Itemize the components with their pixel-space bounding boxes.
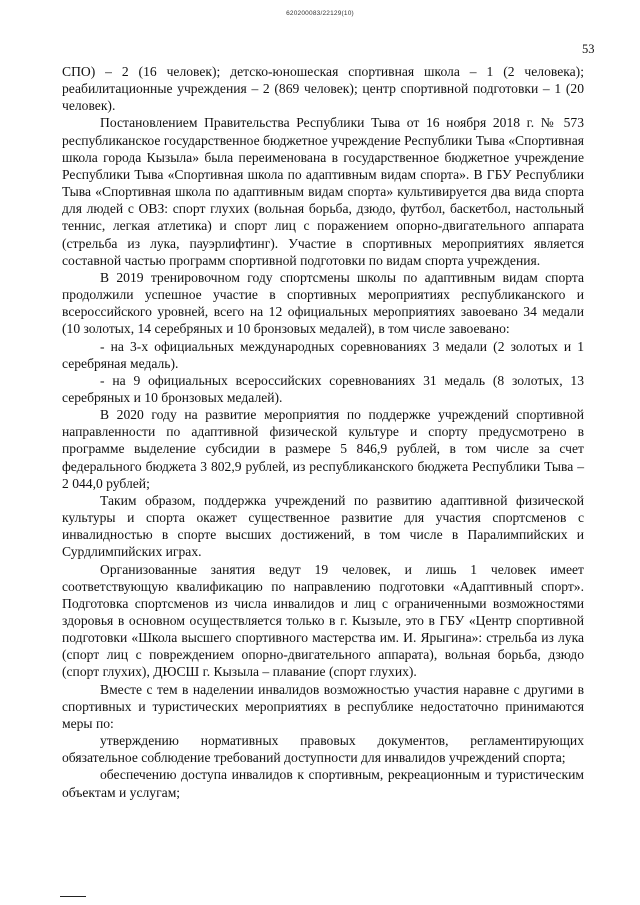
- paragraph: В 2019 тренировочном году спортсмены школы по адаптивным видам спорта продолжили успешное участие в спортивных мероприятиях республиканского и всероссийского уровней, всего на 12 официальных мероприятиях завоевано 34 медали (10 золотых, 14 серебряных и 10 бронзовых медалей), в том числе завоевано:: [62, 269, 584, 337]
- paragraph: В 2020 году на развитие мероприятия по поддержке учреждений спортивной направленности по адаптивной физической культуре и спорту предусмотрено в программе выделение субсидии в размере 5 846,9 рублей, в том числе за счет федерального бюджета 3 802,9 рублей, из республиканского бюджета Республики Тыва – 2 044,0 рублей;: [62, 407, 584, 491]
- list-item: обеспечению доступа инвалидов к спортивным, рекреационным и туристическим объектам и услугам;: [62, 767, 584, 800]
- list-item: утверждению нормативных правовых документов, регламентирующих обязательное соблюдение требований доступности для инвалидов учреждений спорта;: [62, 733, 584, 766]
- document-code: 620200083/22129(10): [286, 10, 354, 17]
- paragraph: Постановлением Правительства Республики Тыва от 16 ноября 2018 г. № 573 республиканское государственное бюджетное учреждение Республики Тыва «Спортивная школа города Кызыла» была переименована в государственное бюджетное учреждение Республики Тыва «Спортивная школа по адаптивным видам спорта». В ГБУ Республики Тыва «Спортивная школа по адаптивным видам спорта» культивируется два вида спорта для людей с ОВЗ: спорт глухих (вольная борьба, дзюдо, футбол, баскетбол, настольный теннис, легкая атлетика) и спорт лиц с поражением опорно-двигательного аппарата (стрельба из лука, пауэрлифтинг). Участие в спортивных мероприятиях является составной частью программ спортивной подготовки по видам спорта учреждения.: [62, 115, 584, 268]
- page-number: 53: [582, 42, 595, 56]
- paragraph: Организованные занятия ведут 19 человек, и лишь 1 человек имеет соответствующую квалификацию по направлению подготовки «Адаптивный спорт». Подготовка спортсменов из числа инвалидов и лиц с ограниченными возможностями здоровья в основном осуществляется только в г. Кызыле, это в ГБУ «Центр спортивной подготовки «Школа высшего спортивного мастерства им. И. Ярыгина»: стрельба из лука (спорт лиц с повреждением опорно-двигательного аппарата), вольная борьба, дзюдо (спорт глухих), ДЮСШ г. Кызыла – плавание (спорт глухих).: [62, 561, 584, 680]
- paragraph: Вместе с тем в наделении инвалидов возможностью участия наравне с другими в спортивных и туристических мероприятиях в республике недостаточно принимаются меры по:: [62, 681, 584, 731]
- list-item: - на 9 официальных всероссийских соревнованиях 31 медаль (8 золотых, 13 серебряных и 10 бронзовых медалей).: [62, 372, 584, 405]
- list-item: - на 3-х официальных международных соревнованиях 3 медали (2 золотых и 1 серебряная медаль).: [62, 338, 584, 371]
- document-body: [62, 63, 584, 801]
- paragraph-continuation: СПО) – 2 (16 человек); детско-юношеская спортивная школа – 1 (2 человека); реабилитационные учреждения – 2 (869 человек); центр спортивной подготовки – 1 (20 человек).: [62, 64, 584, 114]
- paragraph: Таким образом, поддержка учреждений по развитию адаптивной физической культуры и спорта окажет существенное развитие для участия спортсменов с инвалидностью в спорте высших достижений, в том числе в Паралимпийских и Сурдлимпийских играх.: [62, 492, 584, 560]
- footer-divider: [60, 896, 86, 897]
